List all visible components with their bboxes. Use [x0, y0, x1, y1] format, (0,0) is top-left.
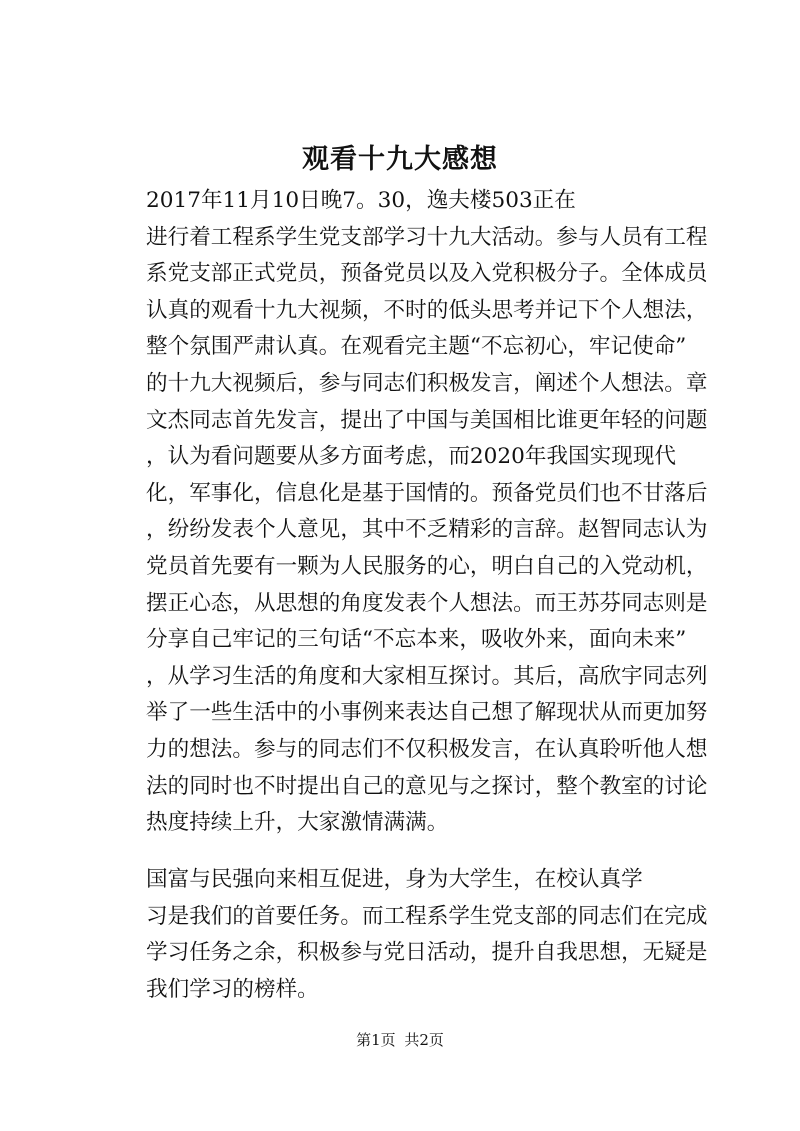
paragraph-line: 文杰同志首先发言，提出了中国与美国相比谁更年轻的问题 [146, 407, 708, 433]
paragraph-line: 习是我们的首要任务。而工程系学生党支部的同志们在完成 [146, 903, 708, 929]
paragraph-line: 党员首先要有一颗为人民服务的心，明白自己的入党动机， [146, 553, 708, 579]
paragraph-line: 分享自己牢记的三句话“不忘本来，吸收外来，面向未来” [146, 627, 687, 653]
paragraph-line: 整个氛围严肃认真。在观看完主题“不忘初心，牢记使命” [146, 334, 687, 360]
paragraph-line: 法的同时也不时提出自己的意见与之探讨，整个教室的讨论 [146, 773, 708, 799]
paragraph-line: ，从学习生活的角度和大家相互探讨。其后，高欣宇同志列 [146, 663, 708, 689]
page-footer: 第1页 共2页 [356, 1031, 444, 1049]
paragraph-line: 举了一些生活中的小事例来表达自己想了解现状从而更加努 [146, 700, 708, 726]
paragraph-line: 化，军事化，信息化是基于国情的。预备党员们也不甘落后 [146, 480, 708, 506]
paragraph-line: 的十九大视频后，参与同志们积极发言，阐述个人想法。章 [146, 370, 708, 396]
paragraph-line: 热度持续上升，大家激情满满。 [146, 810, 449, 836]
paragraph-1 [102, 183, 708, 842]
paragraph-line: 进行着工程系学生党支部学习十九大活动。参与人员有工程 [146, 224, 708, 250]
document-title: 观看十九大感想 [302, 144, 498, 175]
paragraph-line: 我们学习的榜样。 [146, 976, 319, 1002]
paragraph-line: 认真的观看十九大视频，不时的低头思考并记下个人想法， [146, 297, 708, 323]
paragraph-line: 力的想法。参与的同志们不仅积极发言，在认真聆听他人想 [146, 736, 708, 762]
paragraph-line: 系党支部正式党员，预备党员以及入党积极分子。全体成员 [146, 261, 708, 287]
paragraph-line: 学习任务之余，积极参与党日活动，提升自我思想，无疑是 [146, 940, 708, 966]
paragraph-line: ，认为看问题要从多方面考虑，而2020年我国实现现代 [146, 444, 677, 470]
paragraph-line: 国富与民强向来相互促进，身为大学生，在校认真学 [146, 867, 643, 892]
paragraph-line: 摆正心态，从思想的角度发表个人想法。而王苏芬同志则是 [146, 590, 708, 616]
paragraph-2 [102, 862, 708, 1008]
paragraph-line: 2017年11月10日晚7。30，逸夫楼503正在 [146, 188, 576, 213]
paragraph-line: ，纷纷发表个人意见，其中不乏精彩的言辞。赵智同志认为 [146, 517, 708, 543]
